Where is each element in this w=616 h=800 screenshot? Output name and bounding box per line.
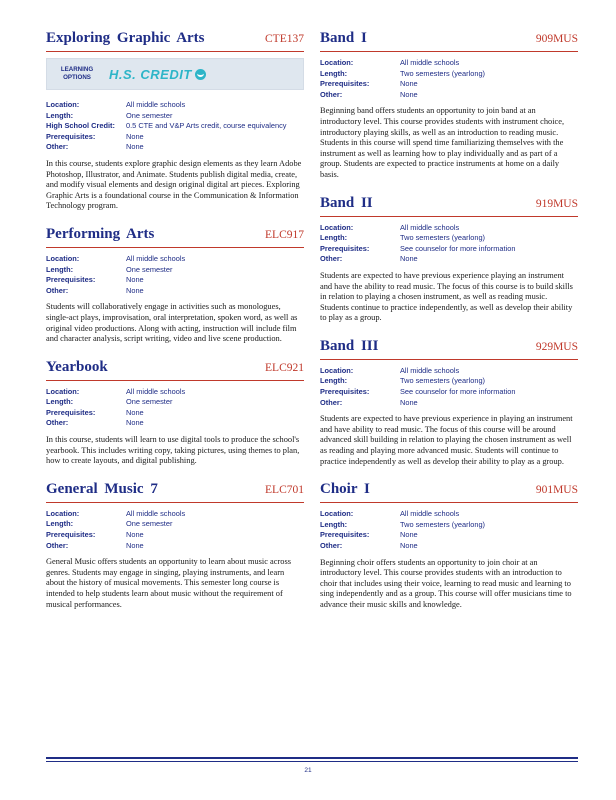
detail-value: Two semesters (yearlong) <box>400 233 486 243</box>
detail-value: None <box>400 530 418 540</box>
detail-row-other <box>46 286 304 297</box>
course-title: Performing Arts <box>46 225 155 242</box>
detail-row-location <box>320 366 578 377</box>
detail-row-other <box>46 418 304 429</box>
detail-value: Two semesters (yearlong) <box>400 519 486 529</box>
detail-label: Other: <box>320 254 343 264</box>
detail-value: None <box>126 285 144 295</box>
course-exploring-graphic-arts <box>46 30 304 212</box>
detail-value: None <box>126 131 144 141</box>
course-code: ELC921 <box>265 361 304 374</box>
course-details <box>46 509 304 551</box>
detail-value: Two semesters (yearlong) <box>400 68 486 78</box>
detail-value: All middle schools <box>126 100 186 109</box>
detail-row-location <box>46 387 304 398</box>
detail-value: One semester <box>126 110 173 120</box>
detail-label: Other: <box>46 285 69 295</box>
detail-label: Prerequisites: <box>46 131 96 141</box>
course-code: 919MUS <box>535 197 578 210</box>
course-details <box>320 223 578 265</box>
detail-row-location <box>46 509 304 520</box>
course-band-iii <box>320 338 578 467</box>
detail-value: None <box>126 407 144 417</box>
detail-row-length <box>46 111 304 122</box>
detail-label: Prerequisites: <box>46 275 96 285</box>
detail-label: Other: <box>320 89 343 99</box>
footer-rule-thin <box>46 761 578 762</box>
course-description: Beginning choir offers students an opportunity to join choir at an introductory level. This course provides students with an introduction to choir that includes using their voice, learning to read music and learning to sing independently and as a group. This course will offer musicians time to advance their music skills and knowledge. <box>320 557 572 609</box>
detail-value: All middle schools <box>126 253 186 263</box>
course-code: 909MUS <box>535 33 578 45</box>
left-column <box>46 30 304 624</box>
course-header <box>320 30 578 52</box>
footer-rule <box>46 757 578 759</box>
course-title: Band I <box>320 30 367 46</box>
detail-value: None <box>400 397 418 407</box>
detail-value: None <box>400 541 418 550</box>
detail-row-other <box>46 142 304 153</box>
course-details <box>320 58 578 100</box>
course-header <box>46 30 304 52</box>
detail-label: Prerequisites: <box>46 407 96 417</box>
course-title: Yearbook <box>46 358 108 375</box>
course-title: Band II <box>320 194 373 211</box>
detail-label: Prerequisites: <box>320 530 370 540</box>
course-code: ELC701 <box>265 483 304 496</box>
detail-row-length <box>46 265 304 276</box>
course-header <box>320 195 578 217</box>
course-description: In this course, students explore graphic design elements as they learn Adobe Photoshop, Illustrator, and Animate. Students publish digital media, create, and modify visual elements and design original digital art pieces. Exploring Graphic Arts is a foundational course in the Communication & Information Technology program. <box>46 158 302 211</box>
detail-value: All middle schools <box>400 365 460 375</box>
detail-label: Length: <box>46 519 74 529</box>
detail-value: None <box>400 254 418 264</box>
detail-label: Prerequisites: <box>320 387 370 397</box>
detail-label: Length: <box>46 397 74 407</box>
detail-label: Other: <box>320 397 343 407</box>
course-details <box>46 100 304 153</box>
detail-label: Length: <box>46 264 74 274</box>
course-description: Students are expected to have previous experience playing an instrument and have the ability to read music. The focus of this course is to build skills in relation to playing a chosen instrument, as well as reading music. Students continue to practice independently, as well as develop their ability to play as a group. <box>320 270 573 323</box>
detail-row-hs-credit <box>46 121 304 132</box>
detail-row-location <box>320 509 578 520</box>
detail-label: Other: <box>46 142 69 152</box>
detail-row-prerequisites <box>46 132 304 143</box>
detail-value: All middle schools <box>400 222 460 232</box>
detail-label: Location: <box>320 58 354 67</box>
detail-row-prerequisites <box>46 408 304 419</box>
course-band-i <box>320 30 578 181</box>
detail-row-location <box>320 223 578 234</box>
detail-value: All middle schools <box>400 58 460 67</box>
hs-credit-badge <box>109 67 206 82</box>
course-details <box>46 254 304 296</box>
page-number: 21 <box>304 767 312 774</box>
learning-options-banner <box>46 58 304 90</box>
course-details <box>320 366 578 408</box>
detail-label: Length: <box>46 110 74 120</box>
course-code: 929MUS <box>535 340 578 353</box>
detail-label: Length: <box>320 233 348 243</box>
detail-label: Location: <box>320 222 354 232</box>
detail-label: Other: <box>46 540 69 550</box>
detail-row-length <box>320 233 578 244</box>
detail-row-other <box>320 254 578 265</box>
detail-row-prerequisites <box>46 530 304 541</box>
detail-row-location <box>46 100 304 111</box>
detail-value: None <box>126 540 144 550</box>
detail-row-location <box>46 254 304 265</box>
course-general-music-7 <box>46 481 304 610</box>
detail-label: Prerequisites: <box>320 243 370 253</box>
detail-row-prerequisites <box>320 530 578 541</box>
detail-label: Location: <box>46 508 80 518</box>
detail-value: See counselor for more information <box>400 387 516 397</box>
course-title: Choir I <box>320 481 370 498</box>
course-header <box>46 481 304 503</box>
course-choir-i <box>320 481 578 610</box>
course-description: Students will collaboratively engage in activities such as monologues, single-act plays, improvisation, oral interpretation, spoken word, as well as original video productions. Along with acting, instruction will include film and character analysis, script writing, video and live scene production. <box>46 302 298 344</box>
detail-row-prerequisites <box>320 244 578 255</box>
course-details <box>320 509 578 551</box>
course-header <box>320 338 578 360</box>
detail-label: High School Credit: <box>46 121 115 131</box>
course-yearbook <box>46 359 304 467</box>
detail-row-prerequisites <box>320 387 578 398</box>
course-header <box>320 481 578 503</box>
detail-row-location <box>320 58 578 69</box>
detail-label: Length: <box>320 68 348 78</box>
detail-label: Location: <box>46 100 80 109</box>
detail-value: None <box>126 418 144 428</box>
detail-label: Location: <box>46 386 80 396</box>
detail-label: Location: <box>320 365 354 375</box>
course-description: Students are expected to have previous experience in playing an instrument and have ability to read music. The focus of this course will be around advanced skill building in relation to playing the chosen instrument as well as reading and playing more advanced music. Students will continue to practice independently as well as develop their ability to play as a group. <box>320 414 573 466</box>
detail-value: All middle schools <box>400 509 460 519</box>
detail-value: None <box>126 142 144 152</box>
detail-value: None <box>126 275 144 285</box>
detail-label: Prerequisites: <box>46 530 96 540</box>
course-header <box>46 359 304 381</box>
detail-row-length <box>320 520 578 531</box>
detail-row-length <box>320 376 578 387</box>
course-description: Beginning band offers students an opportunity to join band at an introductory level. This course provides students with instrument choice, introductory playing skills, as well as an introduction to reading music. Students in this course will spend time familiarizing themselves with the instrument as well as learning how to play individually and as part of a group. Students are expected to practice instruments at home on a daily basis. <box>320 106 565 179</box>
detail-value: 0.5 CTE and V&P Arts credit, course equivalency <box>126 121 287 131</box>
detail-row-other <box>46 541 304 552</box>
detail-row-prerequisites <box>320 79 578 90</box>
detail-value: One semester <box>126 397 173 407</box>
credit-smile-icon <box>195 69 206 80</box>
detail-row-length <box>320 69 578 80</box>
detail-label: Location: <box>320 509 354 519</box>
detail-row-other <box>320 398 578 409</box>
detail-label: Location: <box>46 253 80 263</box>
course-code: 901MUS <box>535 484 578 497</box>
learning-options-label: LEARNING OPTIONS <box>60 66 94 81</box>
detail-value: Two semesters (yearlong) <box>400 376 486 386</box>
detail-row-other <box>320 90 578 101</box>
detail-value: None <box>400 89 418 99</box>
detail-label: Other: <box>46 418 69 428</box>
detail-row-prerequisites <box>46 275 304 286</box>
detail-value: None <box>126 530 144 540</box>
detail-label: Other: <box>320 541 343 550</box>
course-details <box>46 387 304 429</box>
detail-row-length <box>46 397 304 408</box>
detail-label: Prerequisites: <box>320 79 370 89</box>
course-performing-arts <box>46 226 304 345</box>
detail-value: See counselor for more information <box>400 243 516 253</box>
course-band-ii <box>320 195 578 324</box>
course-description: In this course, students will learn to use digital tools to produce the school's yearbook. This includes writing copy, taking pictures, using themes to plan, how to create layouts, and digital publishing. <box>46 435 300 466</box>
detail-value: All middle schools <box>126 386 186 396</box>
detail-value: All middle schools <box>126 508 186 518</box>
detail-value: One semester <box>126 264 173 274</box>
detail-value: One semester <box>126 519 173 529</box>
right-column <box>320 30 578 625</box>
detail-label: Length: <box>320 519 348 529</box>
course-header <box>46 226 304 248</box>
course-title: General Music 7 <box>46 480 158 497</box>
course-code: ELC917 <box>265 228 304 241</box>
detail-label: Length: <box>320 376 348 386</box>
detail-row-length <box>46 519 304 530</box>
hs-credit-label: H.S. CREDIT <box>109 66 192 82</box>
course-title: Exploring Graphic Arts <box>46 30 205 46</box>
course-title: Band III <box>320 337 379 354</box>
course-description: General Music offers students an opportunity to learn about music across genres. Students may engage in singing, playing instruments, and learn about the history of musical movements. This semester long course is intended to help students learn about music without the requirement of musical performances. <box>46 557 291 609</box>
detail-value: None <box>400 79 418 89</box>
detail-row-other <box>320 541 578 552</box>
course-code: CTE137 <box>265 33 304 45</box>
